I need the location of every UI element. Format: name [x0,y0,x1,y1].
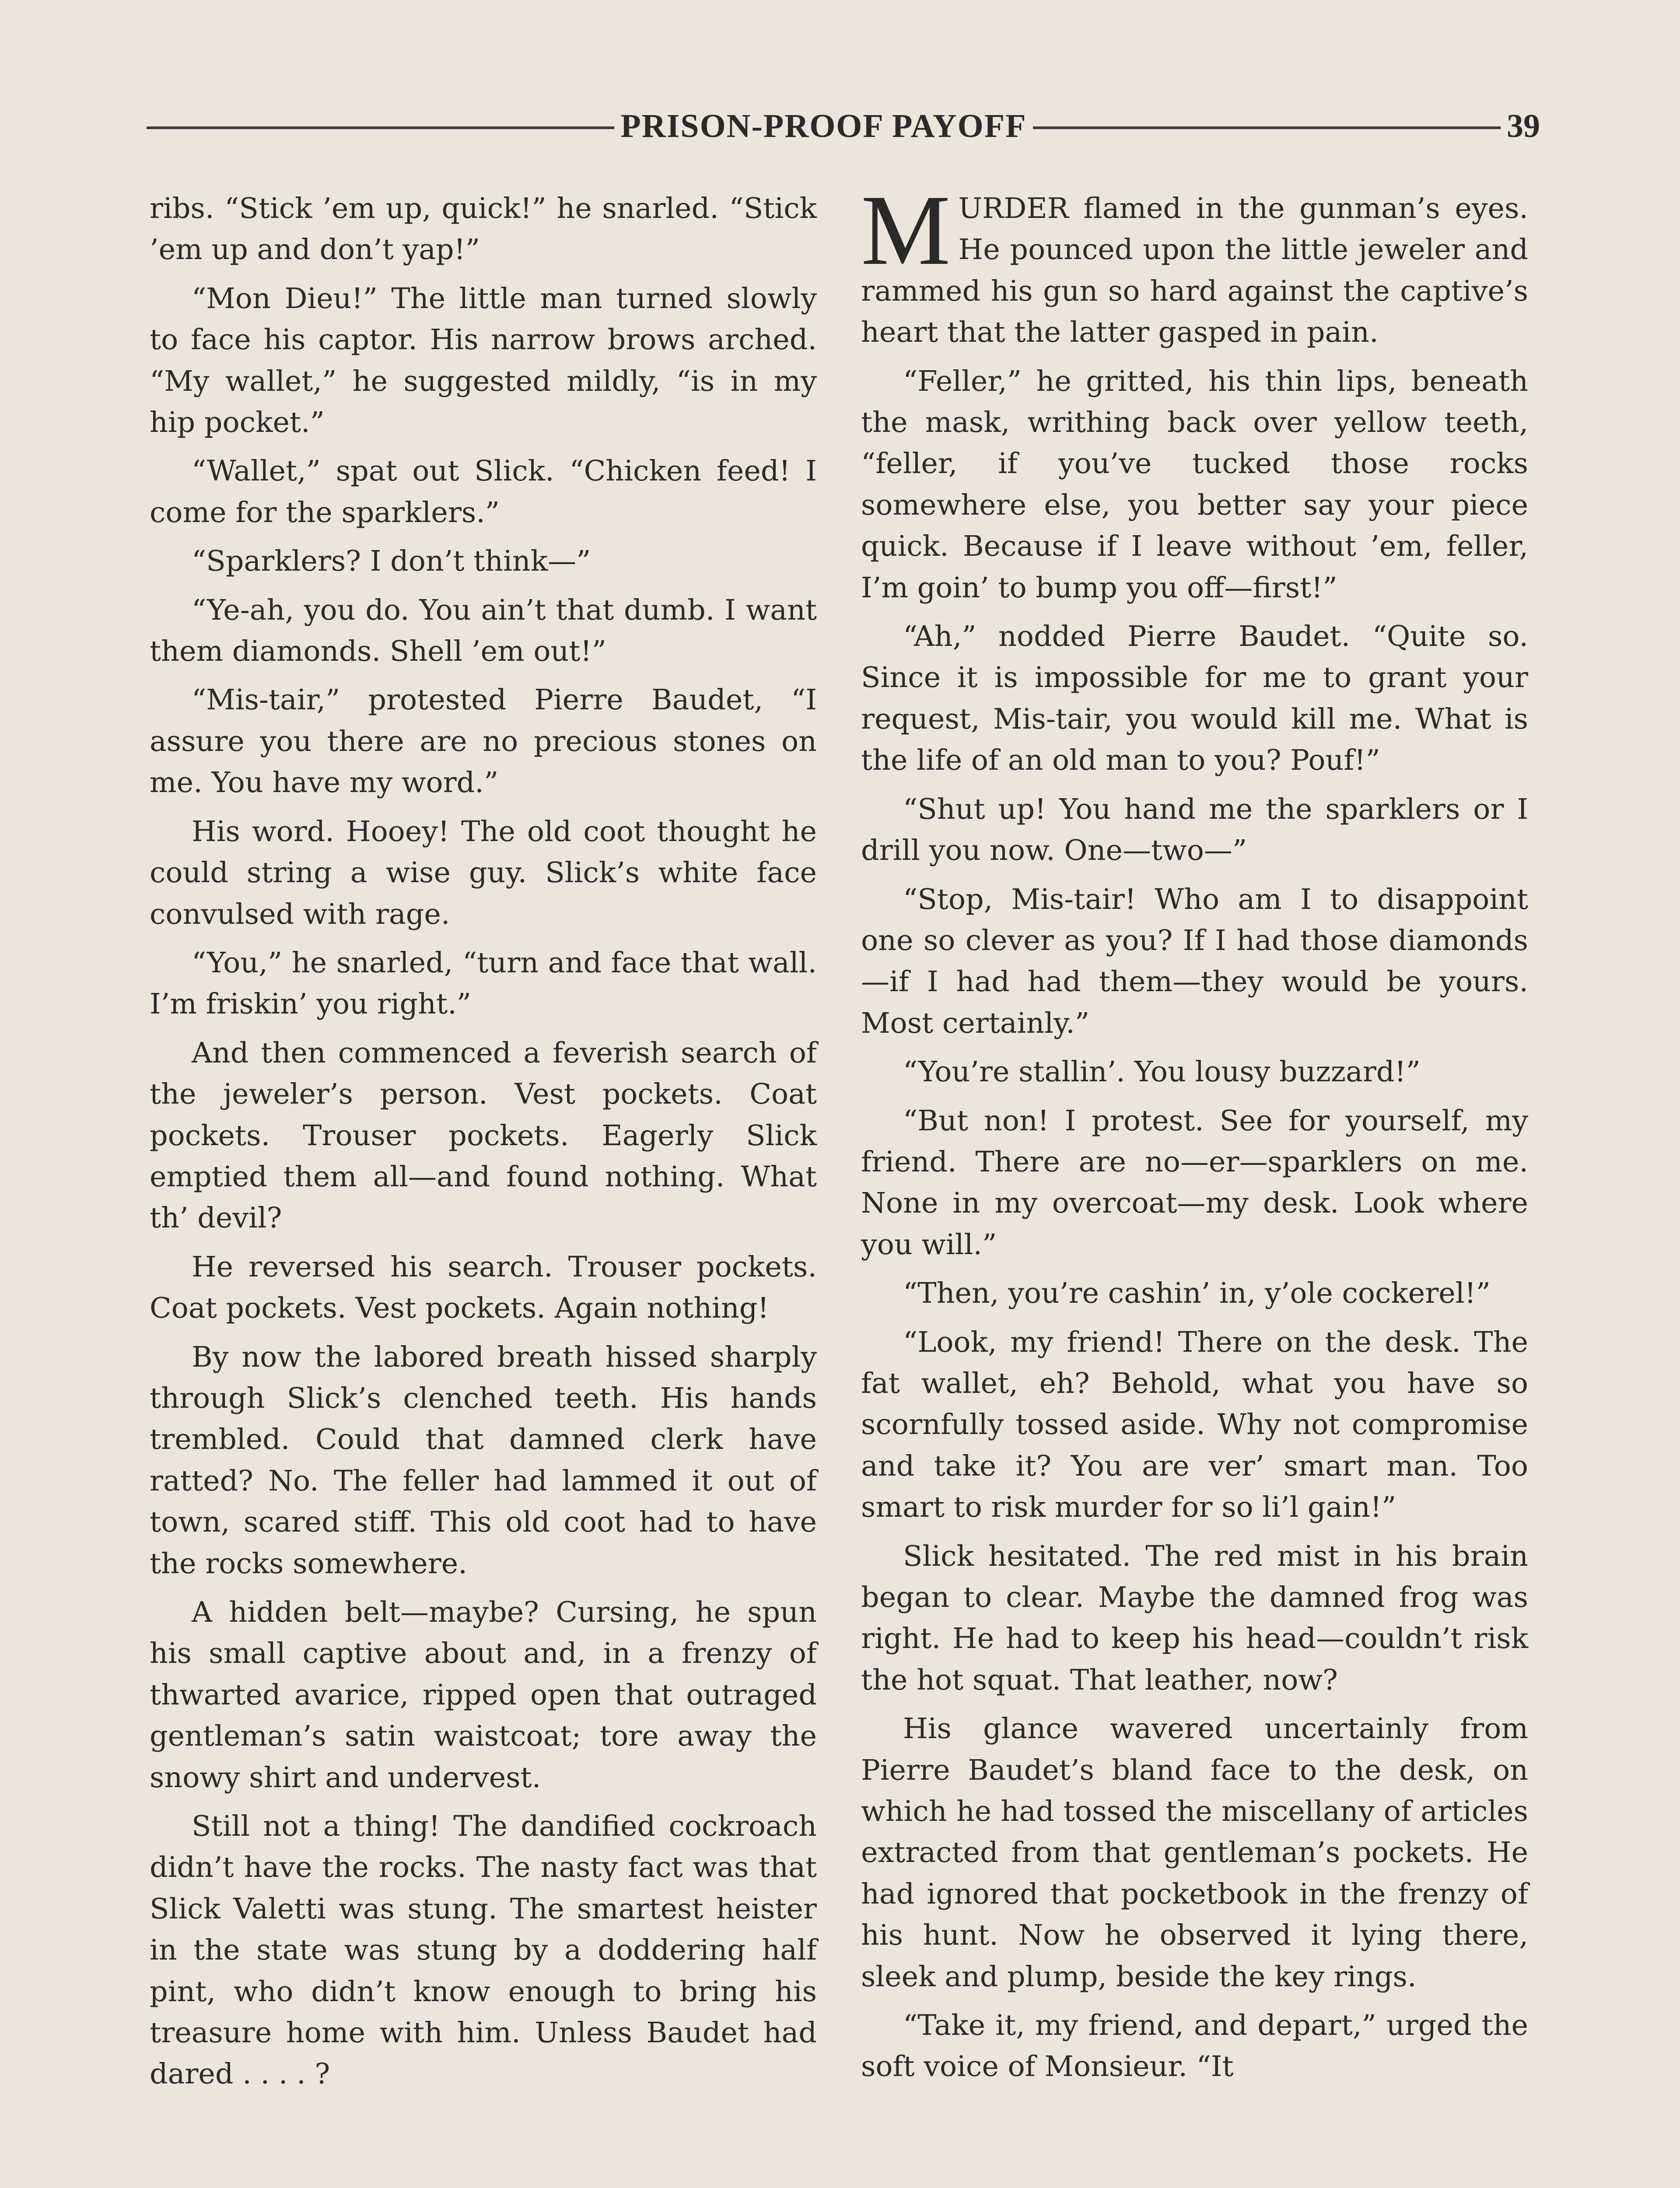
opening-paragraph [861,174,1528,354]
right-column [861,174,1528,2095]
paragraph: “Ye-ah, you do. You ain’t that dumb. I want them diamonds. Shell ’em out!” [150,593,817,668]
opening-text: URDER flamed in the gunman’s eyes. He pounced upon the little jeweler and rammed his gun so hard against the captive’s heart that the latter gasped in pain. [861,192,1528,349]
paragraph: “Stop, Mis-tair! Who am I to disappoint one so clever as you? If I had those diamonds—if I had had them—they would be yours. Most certainly.” [861,883,1528,1040]
paragraph: “Take it, my friend, and depart,” urged the soft voice of Monsieur. “It [861,2009,1528,2083]
header-rule-right [1033,126,1501,129]
paragraph: “You’re stallin’. You lousy buzzard!” [903,1055,1421,1089]
paragraph: “Feller,” he gritted, his thin lips, beneath the mask, writhing back over yellow teeth, “feller, if you’ve tucked those rocks somewhere else, you better say your piece quick. Because if I leave without ’em, feller, I’m goin’ to bump you off—first!” [861,365,1528,604]
paragraph: “Mis-tair,” protested Pierre Baudet, “I assure you there are no precious stones on me. You have my word.” [150,684,817,799]
paragraph: His glance wavered uncertainly from Pierre Baudet’s bland face to the desk, on which he had tossed the miscellany of articles extracted from that gentleman’s pockets. He had ignored that pocketbook in the frenzy of his hunt. Now he observed it lying there, sleek and plump, beside the key rings. [861,1712,1528,1993]
header-rule-left [147,126,614,129]
paragraph: “Wallet,” spat out Slick. “Chicken feed! I come for the sparklers.” [150,455,817,529]
paragraph: “Shut up! You hand me the sparklers or I drill you now. One—two—” [861,792,1528,867]
paragraph: He reversed his search. Trouser pockets. Coat pockets. Vest pockets. Again nothing! [150,1250,817,1325]
paragraph: Slick hesitated. The red mist in his brain began to clear. Maybe the damned frog was right. He had to keep his head—couldn’t risk the hot squat. That leather, now? [861,1539,1528,1697]
drop-cap: M [861,174,951,286]
paragraph: “Look, my friend! There on the desk. The fat wallet, eh? Behold, what you have so scornfully tossed aside. Why not compromise and take it? You are ver’ smart man. Too smart to risk murder for so li’l gain!” [861,1325,1528,1524]
paragraph: His word. Hooey! The old coot thought he could string a wise guy. Slick’s white face convulsed with rage. [150,815,817,931]
paragraph: By now the labored breath hissed sharply through Slick’s clenched teeth. His hands trembled. Could that damned clerk have ratted? No. The feller had lammed it out of town, scared stiff. This old coot had to have the rocks somewhere. [150,1340,817,1580]
paragraph: “Sparklers? I don’t think—” [192,545,591,578]
left-column [150,188,817,2103]
paragraph: ribs. “Stick ’em up, quick!” he snarled. “Stick ’em up and don’t yap!” [150,192,817,266]
paragraph: “Ah,” nodded Pierre Baudet. “Quite so. Since it is impossible for me to grant your request, Mis-tair, you would kill me. What is the life of an old man to you? Pouf!” [861,620,1528,777]
page-number: 39 [1507,107,1540,144]
paragraph: Still not a thing! The dandified cockroach didn’t have the rocks. The nasty fact was that Slick Valetti was stung. The smartest heister in the state was stung by a doddering half pint, who didn’t know enough to bring his treasure home with him. Unless Baudet had dared . . . . ? [150,1810,817,2091]
paragraph: “Mon Dieu!” The little man turned slowly to face his captor. His narrow brows arched. “My wallet,” he suggested mildly, “is in my hip pocket.” [150,282,817,439]
paragraph: A hidden belt—maybe? Cursing, he spun his small captive about and, in a frenzy of thwarted avarice, ripped open that outraged gentleman’s satin waistcoat; tore away the snowy shirt and undervest. [150,1596,817,1794]
paragraph: “You,” he snarled, “turn and face that wall. I’m friskin’ you right.” [150,946,817,1021]
paragraph: “Then, you’re cashin’ in, y’ole cockerel!” [903,1277,1491,1310]
running-header [147,100,1540,152]
running-title: PRISON-PROOF PAYOFF [620,107,1027,144]
paragraph: “But non! I protest. See for yourself, my friend. There are no—er—sparklers on me. None in my overcoat—my desk. Look where you will.” [861,1104,1528,1261]
paragraph: And then commenced a feverish search of the jeweler’s person. Vest pockets. Coat pockets. Trouser pockets. Eagerly Slick emptied them all—and found nothing. What th’ devil? [150,1036,817,1235]
